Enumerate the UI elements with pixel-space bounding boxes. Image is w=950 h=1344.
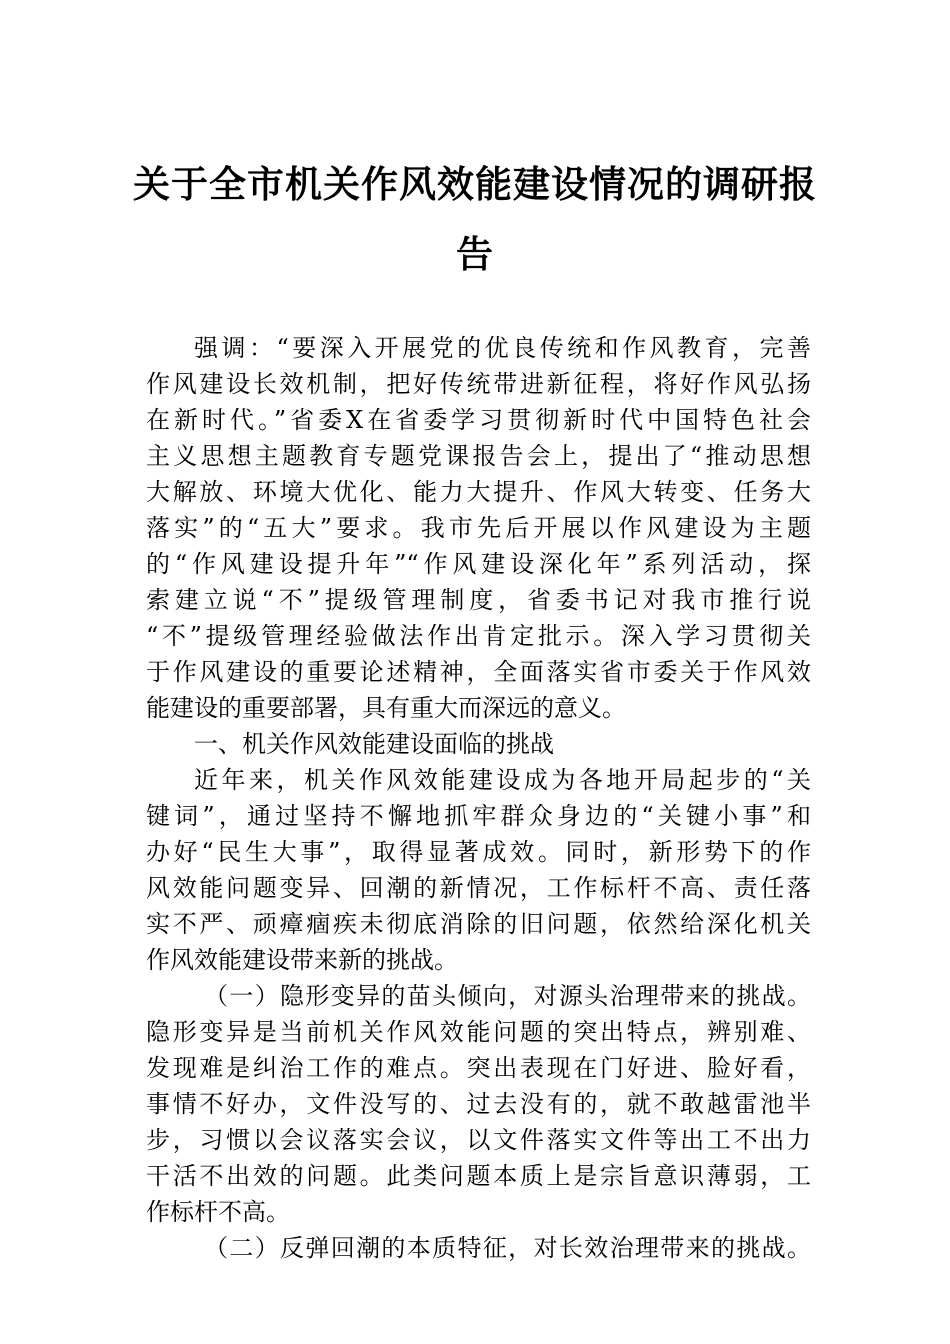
paragraph-line: 近年来，机关作风效能建设成为各地开局起步的“关 (194, 766, 811, 794)
paragraph-line: 风效能问题变异、回潮的新情况，工作标杆不高、责任落 (146, 874, 811, 902)
paragraph-line: 干活不出效的问题。此类问题本质上是宗旨意识薄弱，工 (146, 1162, 811, 1190)
subsection-heading: （二）反弹回潮的本质特征，对长效治理带来的挑战。 (204, 1234, 811, 1262)
paragraph-line: 作风建设长效机制，把好传统带进新征程，将好作风弘扬 (146, 370, 811, 398)
paragraph-line: 作标杆不高。 (146, 1198, 290, 1226)
paragraph-line: 发现难是纠治工作的难点。突出表现在门好进、脸好看， (146, 1054, 811, 1082)
paragraph-line: 强调：“要深入开展党的优良传统和作风教育，完善 (194, 334, 811, 362)
paragraph-line: 事情不好办，文件没写的、过去没有的，就不敢越雷池半 (146, 1090, 811, 1118)
subsection-heading: （一）隐形变异的苗头倾向，对源头治理带来的挑战。 (204, 982, 811, 1010)
paragraph-line: 键词”，通过坚持不懈地抓牢群众身边的“关键小事”和 (146, 802, 811, 830)
paragraph-line: 大解放、环境大优化、能力大提升、作风大转变、任务大 (146, 478, 811, 506)
paragraph-line: 能建设的重要部署，具有重大而深远的意义。 (146, 694, 626, 722)
paragraph-line: 的“作风建设提升年”“作风建设深化年”系列活动，探 (146, 550, 811, 578)
document-title-line-2: 告 (456, 232, 494, 276)
paragraph-line: 索建立说“不”提级管理制度，省委书记对我市推行说 (146, 586, 811, 614)
document-title-line-1: 关于全市机关作风效能建设情况的调研报 (133, 162, 817, 206)
paragraph-line: 于作风建设的重要论述精神，全面落实省市委关于作风效 (146, 658, 811, 686)
paragraph-line: 主义思想主题教育专题党课报告会上，提出了“推动思想 (146, 442, 811, 470)
section-heading: 一、机关作风效能建设面临的挑战 (194, 730, 554, 758)
paragraph-line: 实不严、顽瘴痼疾未彻底消除的旧问题，依然给深化机关 (146, 910, 811, 938)
paragraph-line: 办好“民生大事”，取得显著成效。同时，新形势下的作 (146, 838, 811, 866)
paragraph-line: 隐形变异是当前机关作风效能问题的突出特点，辨别难、 (146, 1018, 811, 1046)
paragraph-line: 步，习惯以会议落实会议，以文件落实文件等出工不出力 (146, 1126, 811, 1154)
paragraph-line: “不”提级管理经验做法作出肯定批示。深入学习贯彻关 (146, 622, 811, 650)
paragraph-line: 在新时代。”省委X在省委学习贯彻新时代中国特色社会 (146, 406, 811, 434)
paragraph-line: 作风效能建设带来新的挑战。 (146, 946, 458, 974)
paragraph-line: 落实”的“五大”要求。我市先后开展以作风建设为主题 (146, 514, 811, 542)
document-body (146, 330, 811, 1266)
